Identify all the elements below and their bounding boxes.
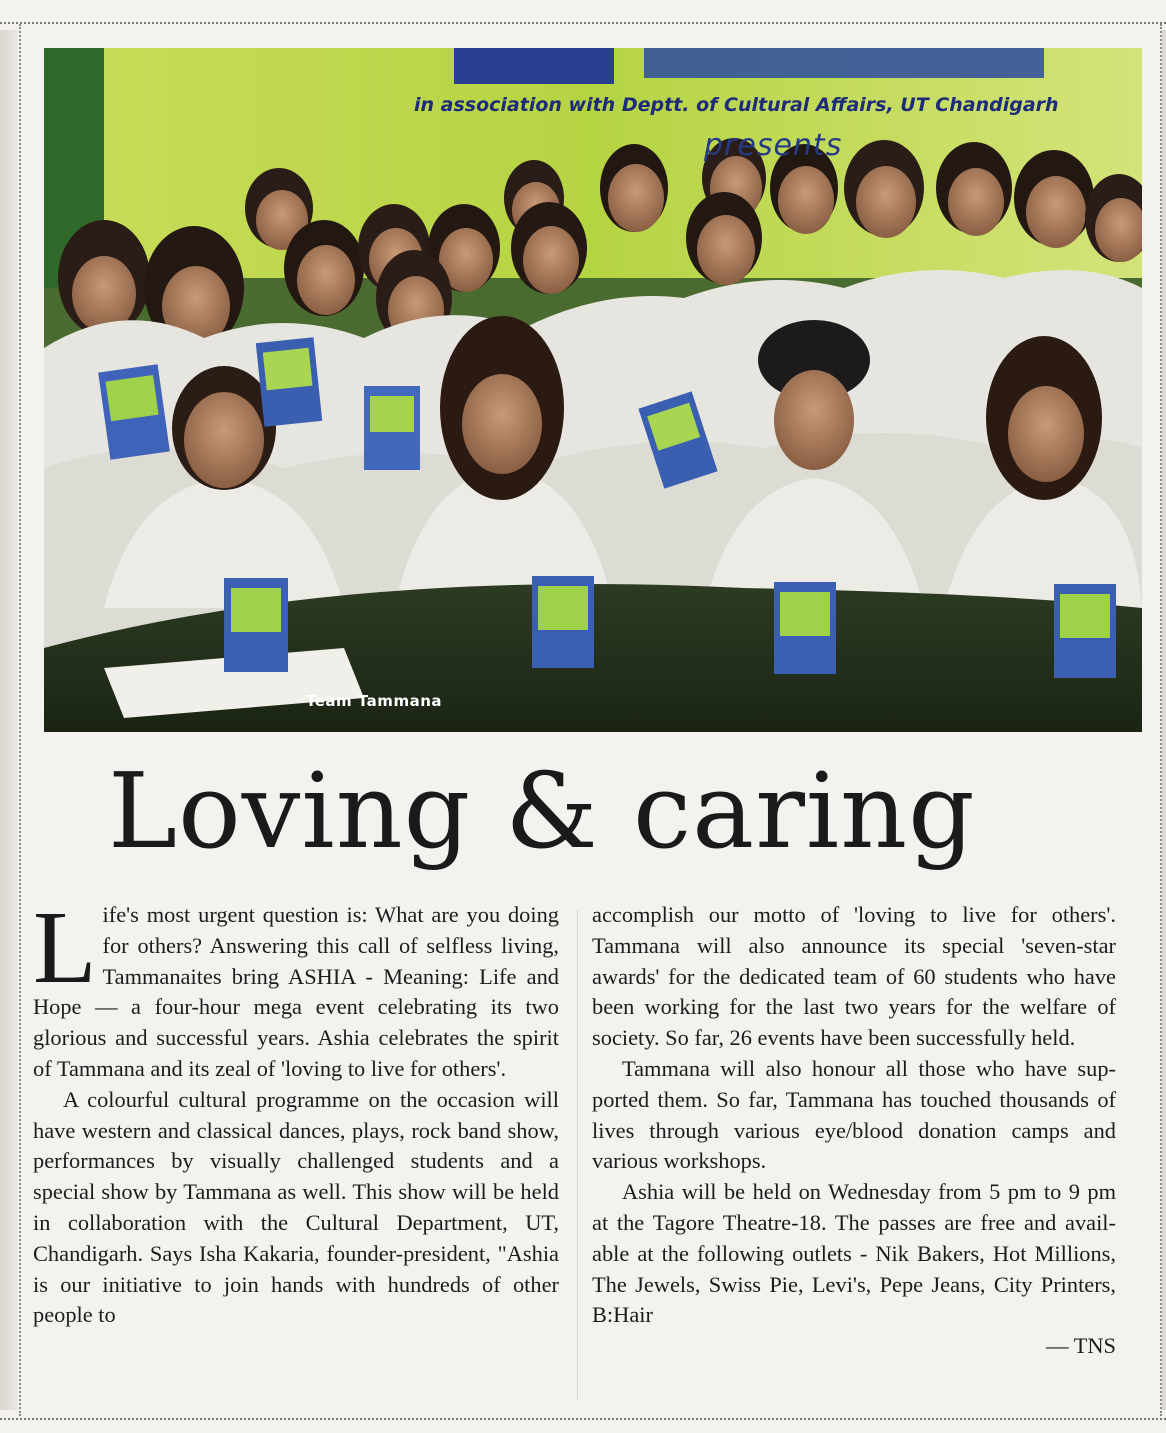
banner-presents-text: presents bbox=[704, 128, 843, 163]
paragraph-1 bbox=[33, 890, 559, 1085]
article-column-1 bbox=[33, 890, 559, 1331]
adjacent-column-bleed-left bbox=[0, 30, 18, 1410]
drop-cap: L bbox=[33, 890, 97, 1005]
cut-line-bottom bbox=[0, 1418, 1166, 1420]
paragraph-2: A colourful cultural programme on the occasion will have western and classical dances, plays, rock band show, performances by visually challenged students and a special show by Tammana as well. This show will be held in collaboration with the Cultural Department, UT, Chandigarh. Says Isha Kakaria, founder-president, "Ashia is our initiative to join hands with hundreds of other people to bbox=[33, 1086, 559, 1328]
cut-line-top bbox=[0, 22, 1166, 24]
banner-title-strip bbox=[644, 48, 1044, 78]
cut-line-right bbox=[1160, 24, 1162, 1416]
column-rule bbox=[577, 910, 578, 1400]
banner-logo-block bbox=[454, 48, 614, 84]
byline-credit: — TNS bbox=[1046, 1333, 1116, 1359]
paragraph-4: Tammana will also honour all those who have supported them. So far, Tammana has touched thousands of lives through various eye/blood donation camps and various workshops. bbox=[592, 1055, 1116, 1174]
team-photo bbox=[44, 48, 1142, 732]
banner-association-text: in association with Deptt. of Cultural Affairs, UT Chandigarh bbox=[414, 94, 1059, 116]
adjacent-column-bleed-right bbox=[1162, 30, 1166, 1410]
paragraph-5: Ashia will be held on Wednesday from 5 pm to 9 pm at the Tagore Theatre-18. The passes are free and available at the following outlets - Nik Bakers, Hot Millions, The Jewels, Swiss Pie, Levi's, Pepe Jeans, City Printers, B:Hair bbox=[592, 1179, 1116, 1328]
paragraph-1-text: ife's most urgent question is: What are you doing for others? Answering this call of selfless living, Tammanaites bring ASHIA - Meaning: Life and Hope — a four-hour mega event celebrating its two glorious and successful years. Ashia celebrates the spirit of Tammana and its zeal of 'loving to live for others'. bbox=[33, 902, 559, 1081]
headline: Loving & caring bbox=[108, 750, 976, 872]
paragraph-3: accomplish our motto of 'loving to live for others'. Tammana will also announce its special 'seven-star awards' for the dedicated team of 60 students who have been working for the last two years for the welfare of society. So far, 26 events have been successfully held. bbox=[592, 902, 1116, 1051]
team-photo-illustration bbox=[44, 48, 1142, 732]
article-column-2 bbox=[592, 900, 1116, 1362]
cut-line-left bbox=[19, 24, 21, 1416]
photo-caption: Team Tammana bbox=[306, 692, 442, 710]
